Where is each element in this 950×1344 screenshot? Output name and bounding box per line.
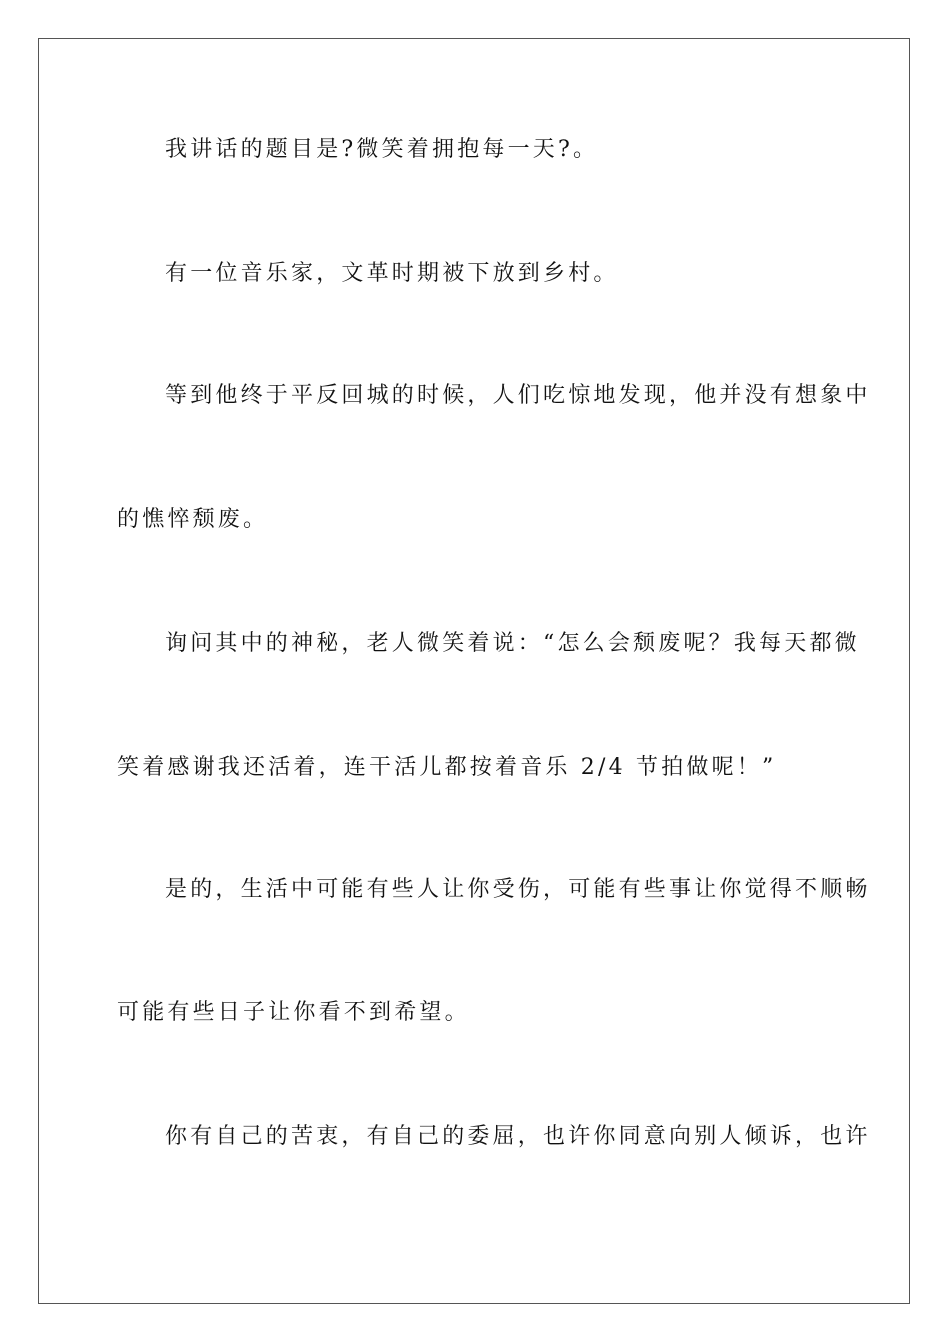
- page-border: [38, 38, 910, 1304]
- paragraph-line: 有一位音乐家，文革时期被下放到乡村。: [165, 261, 619, 286]
- paragraph-line: 笑着感谢我还活着，连干活儿都按着音乐 2/4 节拍做呢！”: [117, 755, 777, 780]
- paragraph-line: 询问其中的神秘，老人微笑着说：“怎么会颓废呢？我每天都微: [165, 631, 860, 656]
- paragraph-line: 可能有些日子让你看不到希望。: [117, 1000, 470, 1025]
- paragraph-line: 等到他终于平反回城的时候，人们吃惊地发现，他并没有想象中: [165, 383, 871, 408]
- paragraph-line: 你有自己的苦衷，有自己的委屈，也许你同意向别人倾诉，也许: [165, 1124, 871, 1149]
- paragraph-line: 是的，生活中可能有些人让你受伤，可能有些事让你觉得不顺畅: [165, 877, 871, 902]
- paragraph-line: 的憔悴颓废。: [117, 507, 269, 532]
- paragraph-line: 我讲话的题目是?微笑着拥抱每一天?。: [165, 137, 599, 162]
